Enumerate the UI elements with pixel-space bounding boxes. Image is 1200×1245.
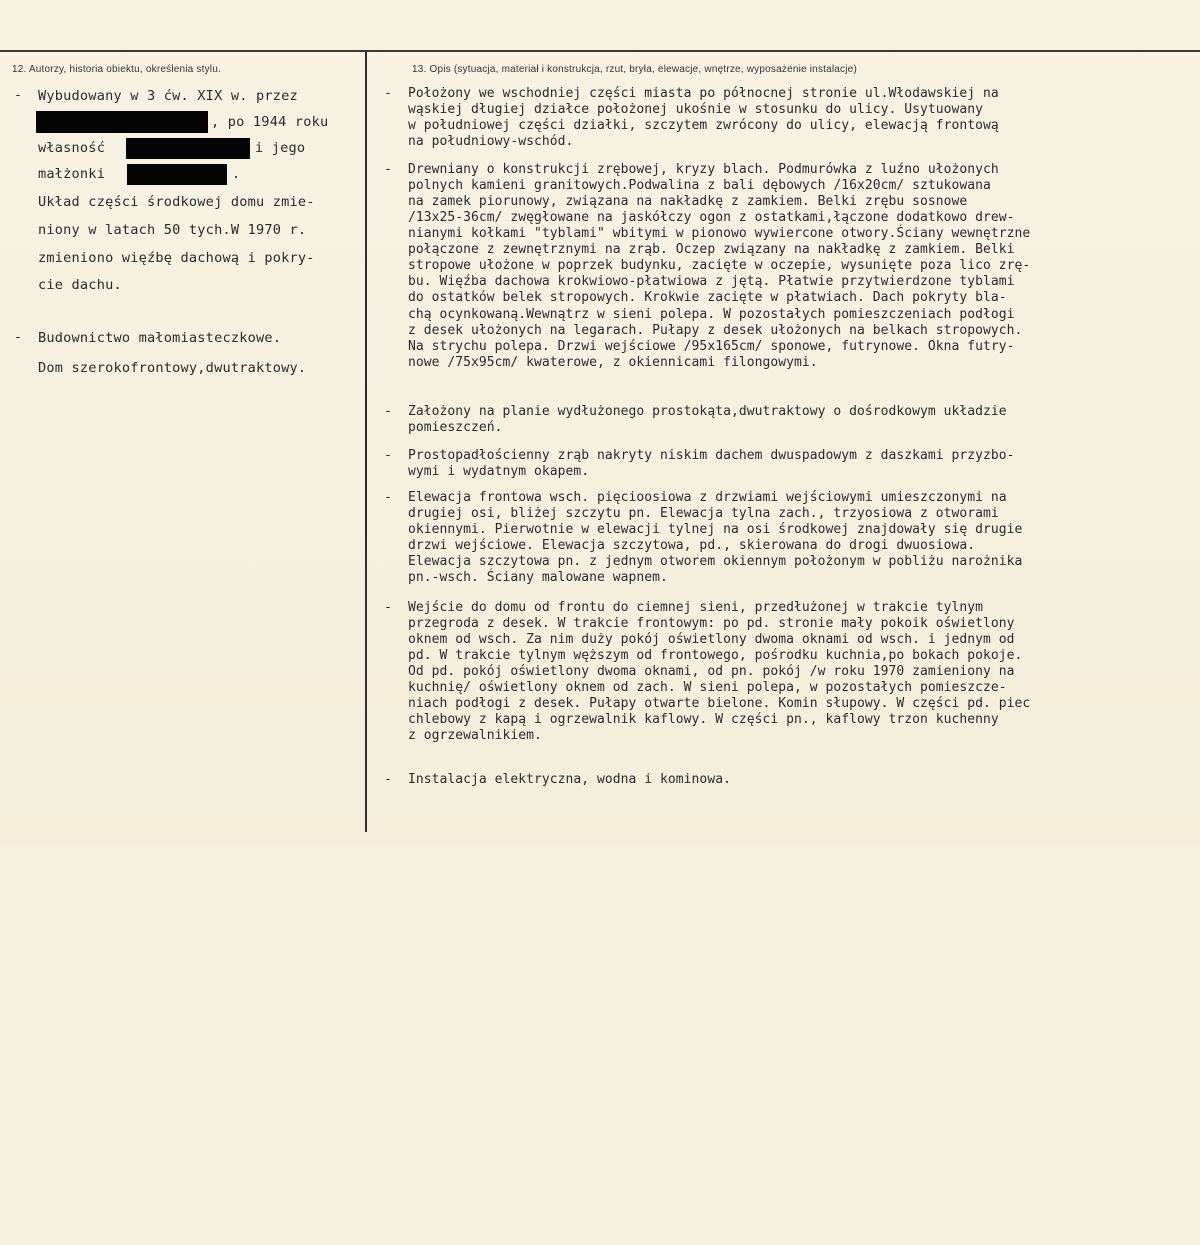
bullet-dash: - [14, 330, 22, 345]
bullet-dash: - [384, 162, 392, 177]
right-p6-line: z ogrzewalnikiem. [408, 728, 542, 743]
right-p2-line: Drewniany o konstrukcji zrębowej, kryzy blach. Podmurówka z luźno ułożonych [408, 162, 999, 177]
right-p1-line: Położony we wschodniej części miasta po północnej stronie ul.Włodawskiej na [408, 86, 999, 101]
right-p2-line: chą ocynkowaną.Wewnątrz w sieni polepa. W pozostałych pomieszczeniach podłogi [408, 307, 1015, 322]
right-p2-line: połączone z zewnętrznymi na zrąb. Oczep związany na nakładkę z zamkiem. Belki [408, 242, 1015, 257]
left-column-header: 12. Autorzy, historia obiektu, określenia stylu. [12, 64, 221, 75]
right-p1-line: na południowy-wschód. [408, 134, 574, 149]
right-p2-line: nianymi kołkami "tyblami" wbitymi w pionowo wywiercone otwory.Ściany wewnętrzne [408, 226, 1031, 241]
left-p1-line: . [232, 166, 241, 182]
left-p1-line: , po 1944 roku [211, 114, 329, 130]
right-p6-line: Wejście do domu od frontu do ciemnej sieni, przedłużonej w trakcie tylnym [408, 600, 983, 615]
right-p6-line: oknem od wsch. Za nim duży pokój oświetlony dwoma oknami od wsch. i jednym od [408, 632, 1015, 647]
left-p1-line: cie dachu. [38, 277, 122, 293]
redaction-bar [126, 138, 250, 159]
top-rule [0, 50, 1200, 52]
right-p5-line: pn.-wsch. Ściany malowane wapnem. [408, 570, 668, 585]
bullet-dash: - [384, 772, 392, 787]
left-p1-line: niony w latach 50 tych.W 1970 r. [38, 222, 307, 238]
right-p6-line: niach podłogi z desek. Pułapy otwarte bielone. Komin słupowy. W części pd. piec [408, 696, 1031, 711]
right-p5-line: drugiej osi, bliżej szczytu pn. Elewacja tylna zach., trzyosiowa z otworami [408, 506, 999, 521]
right-p6-line: kuchnię/ oświetlony oknem od zach. W sieni polepa, w pozostałych pomieszcze- [408, 680, 1007, 695]
left-p1-line: małżonki [38, 166, 106, 182]
right-p3-line: Założony na planie wydłużonego prostokąta,dwutraktowy o dośrodkowym układzie [408, 404, 1007, 419]
bullet-dash: - [384, 404, 392, 419]
left-p1-line: i jego [255, 140, 306, 156]
redaction-bar [36, 111, 208, 133]
left-p1-line: Wybudowany w 3 ćw. XIX w. przez [38, 88, 298, 104]
redaction-bar [127, 164, 227, 185]
left-p1-line: własność [38, 140, 106, 156]
right-p5-line: Elewacja frontowa wsch. pięcioosiowa z drzwiami wejściowymi umieszczonymi na [408, 490, 1007, 505]
left-p1-line: zmieniono więźbę dachową i pokry- [38, 250, 315, 266]
right-p1-line: w południowej części działki, szczytem zwrócony do ulicy, elewacją frontową [408, 118, 999, 133]
right-p5-line: Elewacja szczytowa pn. z jednym otworem okiennym położonym w pobliżu narożnika [408, 554, 1023, 569]
right-p5-line: okiennymi. Pierwotnie w elewacji tylnej na osi środkowej znajdowały się drugie [408, 522, 1023, 537]
left-p2-line: Dom szerokofrontowy,dwutraktowy. [38, 360, 307, 376]
bullet-dash: - [384, 490, 392, 505]
left-p2-line: Budownictwo małomiasteczkowe. [38, 330, 282, 346]
right-p6-line: przegroda z desek. W trakcie frontowym: po pd. stronie mały pokoik oświetlony [408, 616, 1015, 631]
right-p3-line: pomieszczeń. [408, 420, 503, 435]
right-p4-line: Prostopadłościenny zrąb nakryty niskim dachem dwuspadowym z daszkami przyzbo- [408, 448, 1015, 463]
right-p2-line: Na strychu polepa. Drzwi wejściowe /95x165cm/ sponowe, futrynowe. Okna futry- [408, 339, 1015, 354]
right-p6-line: Od pd. pokój oświetlony dwoma oknami, od pn. pokój /w roku 1970 zamieniony na [408, 664, 1015, 679]
bullet-dash: - [384, 448, 392, 463]
right-p2-line: bu. Więźba dachowa krokwiowo-płatwiowa z jętą. Płatwie przytwierdzone tyblami [408, 274, 1015, 289]
right-p6-line: pd. W trakcie tylnym węższym od frontowego, pośrodku kuchnia,po bokach pokoje. [408, 648, 1023, 663]
bullet-dash: - [384, 600, 392, 615]
right-column-header: 13. Opis (sytuacja, materiał i konstrukcja, rzut, bryła, elewacje, wnętrze, wyposażenie instalacje) [412, 64, 857, 75]
bullet-dash: - [14, 88, 22, 103]
right-p2-line: polnych kamieni granitowych.Podwalina z bali dębowych /16x20cm/ sztukowana [408, 178, 991, 193]
right-p4-line: wymi i wydatnym okapem. [408, 464, 590, 479]
right-p6-line: chlebowy z kapą i ogrzewalnik kaflowy. W części pn., kaflowy trzon kuchenny [408, 712, 999, 727]
right-p2-line: nowe /75x95cm/ kwaterowe, z okiennicami filongowymi. [408, 355, 818, 370]
bullet-dash: - [384, 86, 392, 101]
right-p5-line: drzwi wejściowe. Elewacja szczytowa, pd., skierowana do drogi dwuosiowa. [408, 538, 976, 553]
left-p1-line: Układ części środkowej domu zmie- [38, 194, 315, 210]
column-divider [365, 52, 367, 832]
right-p1-line: wąskiej długiej działce położonej ukośnie w stosunku do ulicy. Usytuowany [408, 102, 983, 117]
right-p2-line: stropowe ułożone w poprzek budynku, zacięte w oczepie, wysunięte poza lico zrę- [408, 258, 1031, 273]
right-p2-line: z desek ułożonych na legarach. Pułapy z desek ułożonych na belkach stropowych. [408, 323, 1023, 338]
right-p2-line: /13x25-36cm/ zwęgłowane na jaskółczy ogon z ostatkami,łączone dodatkowo drew- [408, 210, 1015, 225]
right-p2-line: na zamek piorunowy, związana na nakładkę z zamkiem. Belki zrębu sosnowe [408, 194, 968, 209]
right-p7-line: Instalacja elektryczna, wodna i kominowa. [408, 772, 731, 787]
right-p2-line: do ostatków belek stropowych. Krokwie zacięte w płatwiach. Dach pokryty bla- [408, 290, 1007, 305]
